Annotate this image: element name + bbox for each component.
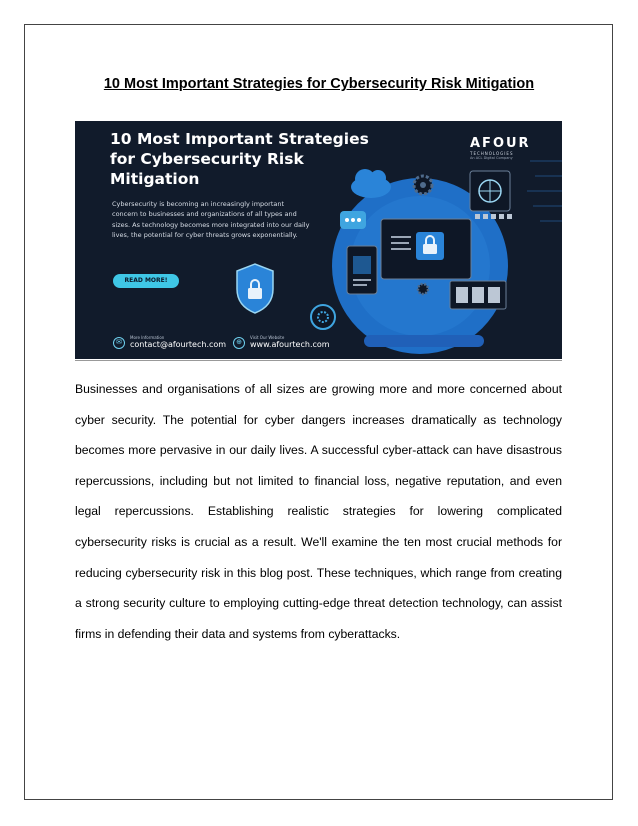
globe-icon [470,171,510,211]
gear-icon-bottom [311,305,335,329]
banner-heading [110,129,380,189]
banner-footer [75,329,562,359]
email-caption: More Information [130,335,165,340]
phone-icon [347,246,377,294]
circuit-lines [527,161,562,221]
website-caption: Visit Our Website [250,335,285,340]
banner-heading-line: 10 Most Important Strategies [110,130,369,148]
banner-body: Cybersecurity is becoming an increasingly important concern to businesses and organizations of all types and sizes. As technology becomes more integrated into our daily lives, the potential for cyber threats grows exponentially. [112,200,310,240]
brand-name: AFOUR [470,136,531,151]
website-link[interactable] [233,329,373,359]
banner-divider [75,360,562,361]
document-icon [450,281,506,309]
chat-bubble-icon [340,211,366,229]
brand-subline: An ACL Digital Company [470,156,513,160]
web-icon: ⊕ [233,337,245,349]
brand-tagline: TECHNOLOGIES [470,151,514,156]
banner-image [75,121,562,359]
body-paragraph: Businesses and organisations of all sizes are growing more and more concerned about cyber security. The potential for cyber dangers increases dramatically as technology becomes more pervasive in our daily lives. A successful cyber-attack can have disastrous repercussions, including but not limited to financial loss, negative reputation, and even legal repercussions. Establishing realistic strategies for lowering complicated cybersecurity risks is crucial as a result. We'll examine the ten most crucial methods for reducing cybersecurity risk in this blog post. These techniques, which range from creating a strong security culture to employing cutting-edge threat detection technology, can assist firms in defending their data and systems from cyberattacks. [75,382,562,641]
document-title: 10 Most Important Strategies for Cybersecurity Risk Mitigation [103,76,535,92]
monitor-lock-icon [381,219,471,279]
mail-icon: ✉ [113,337,125,349]
banner-heading-line: Mitigation [110,170,200,188]
read-more-button[interactable]: READ MORE! [113,274,179,288]
shield-lock-icon [237,264,273,313]
banner-heading-line: for Cybersecurity Risk [110,150,304,168]
gear-icon [414,176,432,194]
email-address: contact@afourtech.com [130,340,227,349]
brand-logo [470,136,550,160]
website-address: www.afourtech.com [250,340,330,349]
email-contact[interactable] [113,329,253,359]
